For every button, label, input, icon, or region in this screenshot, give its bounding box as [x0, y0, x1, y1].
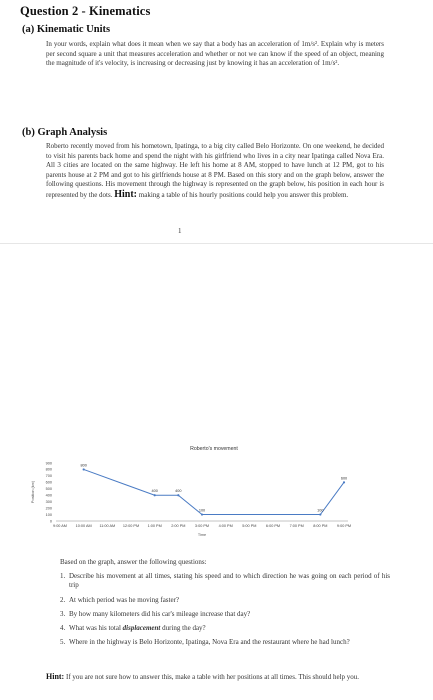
question-5-number: 5. [60, 638, 66, 647]
y-tick-label: 600 [45, 480, 52, 485]
chart-container [24, 285, 352, 537]
question-2 [60, 596, 390, 605]
question-4 [60, 624, 390, 633]
section-b-hint-text: making a table of his hourly positions could help you answer this problem. [138, 190, 349, 199]
question-3-number: 3. [60, 609, 66, 618]
data-point [177, 494, 179, 496]
data-point [343, 481, 345, 483]
data-point [154, 494, 156, 496]
y-tick-label: 500 [45, 487, 52, 492]
question-4-text-before: What was his total [69, 624, 123, 633]
data-point-label: 100 [198, 508, 206, 513]
question-title: Question 2 - Kinematics [20, 4, 151, 18]
y-tick-label: 800 [45, 467, 52, 472]
page-divider [0, 243, 433, 244]
movement-series-line [84, 469, 344, 514]
roberto-movement-chart [24, 285, 352, 537]
x-tick-label: 1:00 PM [147, 524, 162, 528]
questions-intro: Based on the graph, answer the following questions: [60, 558, 207, 566]
bottom-hint-text: If you are not sure how to answer this, make a table with her positions at all times. This should help you. [65, 673, 360, 681]
y-tick-label: 100 [45, 512, 52, 517]
y-tick-label: 700 [45, 474, 52, 479]
question-2-text: At which period was he moving faster? [69, 595, 180, 604]
x-tick-label: 4:00 PM [218, 524, 233, 528]
data-points [80, 463, 347, 515]
y-tick-label: 200 [45, 506, 52, 511]
question-1 [60, 572, 390, 591]
x-tick-label: 12:00 PM [122, 524, 140, 528]
y-tick-labels [46, 461, 52, 523]
x-tick-label: 11:00 AM [99, 524, 116, 528]
x-tick-label: 2:00 PM [171, 524, 186, 528]
question-1-number: 1. [60, 572, 66, 580]
x-tick-labels [53, 524, 351, 528]
data-point-label: 400 [151, 489, 158, 494]
question-4-number: 4. [60, 624, 66, 633]
x-tick-label: 5:00 PM [242, 524, 257, 528]
question-5-text: Where in the highway is Belo Horizonte, Ipatinga, Nova Era and the restaurant where he had lunch? [69, 638, 350, 647]
data-point [319, 513, 321, 515]
section-b-hint-label: Hint: [114, 188, 138, 200]
data-point [201, 513, 203, 515]
data-point-label: 100 [317, 508, 324, 513]
chart-title: Roberto's movement [190, 446, 238, 452]
x-tick-label: 7:00 PM [289, 524, 304, 528]
x-tick-label: 9:00 AM [53, 524, 67, 528]
data-point [83, 468, 85, 470]
bottom-hint-label: Hint: [46, 672, 65, 681]
section-b-heading: (b) Graph Analysis [22, 127, 108, 138]
question-3-text: By how many kilometers did his car's mileage increase that day? [69, 609, 251, 618]
question-2-number: 2. [60, 595, 66, 604]
y-tick-label: 900 [45, 461, 52, 466]
y-tick-label: 0 [49, 519, 52, 524]
x-tick-label: 6:00 PM [265, 524, 281, 528]
data-point-label: 600 [340, 476, 348, 481]
question-3 [60, 610, 390, 619]
y-tick-label: 300 [45, 499, 52, 504]
x-tick-label: 10:00 AM [75, 524, 92, 528]
section-a-text: In your words, explain what does it mean when we say that a body has an acceleration of 1m/s². Explain why is meters per second square a unit that measures acceleration and whether or not we can know if the speed of an object, meaning the magnitude of it's velocity, is increasing or decreasing just by knowing it has an acceleration of 1m/s². [46, 40, 384, 68]
data-point-label: 800 [80, 463, 87, 468]
y-tick-label: 400 [45, 493, 52, 498]
x-tick-label: 9:00 PM [336, 524, 352, 528]
x-axis-label: Time [197, 533, 207, 537]
x-tick-label: 3:00 PM [194, 524, 210, 528]
x-tick-label: 8:00 PM [313, 524, 328, 528]
page-number: 1 [178, 227, 182, 235]
section-a-heading: (a) Kinematic Units [22, 24, 111, 35]
question-4-text-after: during the day? [160, 624, 206, 633]
question-5 [60, 638, 390, 647]
data-point-label: 400 [175, 489, 182, 494]
question-1-text: Describe his movement at all times, stating his speed and to which direction he was going on each period of his trip [69, 572, 390, 590]
question-4-emphasis: displacement [122, 624, 161, 633]
section-b-text [46, 142, 384, 201]
section-b-story: Roberto recently moved from his hometown, Ipatinga, to a big city called Belo Horizonte. On one weekend, he decided to visit his parents back home and spend the night with his girlfriend who lives in a city near Ipatinga called Nova Era. All 3 cities are located on the same highway. He left his home at 8 AM, stopped to have lunch at 12 PM, got to his parents house at 2 PM and got to his girlfriends house at 8 PM. Based on this story and on the graph below, answer the following questions. His movement through the highway is represented on the graph below, his position in each hour is represented by the dots. [46, 142, 384, 199]
bottom-hint [46, 672, 386, 682]
y-axis-label: Position (km) [31, 480, 35, 504]
questions-list [60, 572, 390, 653]
